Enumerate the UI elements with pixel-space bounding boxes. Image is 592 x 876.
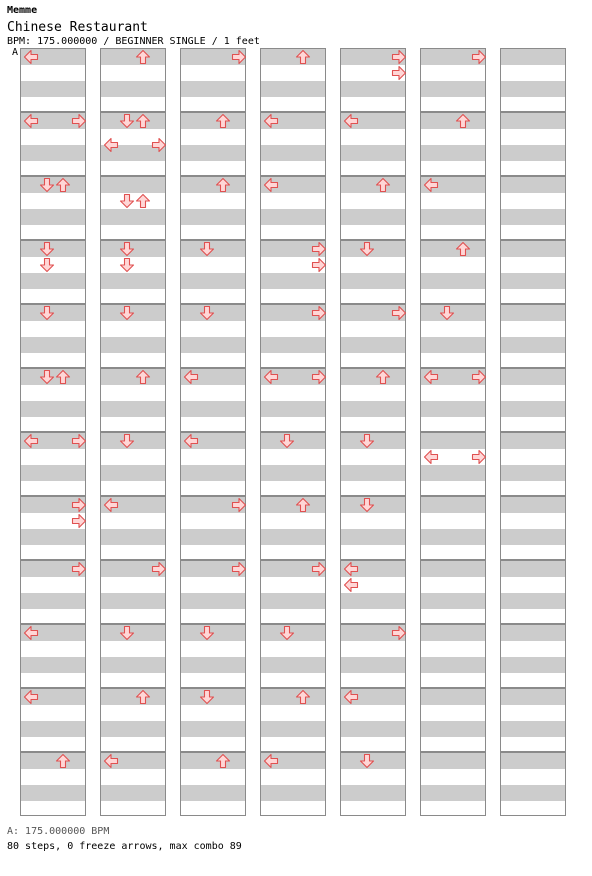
beat-stripe: [501, 433, 565, 449]
beat-stripe: [261, 497, 325, 513]
beat-stripe: [21, 81, 85, 97]
measure-block: [340, 368, 406, 432]
measure-block: [340, 432, 406, 496]
beat-stripe: [341, 369, 405, 385]
beat-stripe: [341, 177, 405, 193]
arrow-left-icon: [23, 49, 39, 65]
measure-block: [100, 112, 166, 176]
beat-stripe: [261, 721, 325, 737]
arrow-left-icon: [343, 577, 359, 593]
measure-block: [180, 304, 246, 368]
beat-stripe: [341, 81, 405, 97]
arrow-right-icon: [391, 65, 407, 81]
arrow-left-icon: [23, 433, 39, 449]
beat-stripe: [181, 177, 245, 193]
beat-stripe: [341, 337, 405, 353]
measure-block: [180, 368, 246, 432]
beat-stripe: [501, 689, 565, 705]
beat-stripe: [421, 497, 485, 513]
arrow-left-icon: [263, 113, 279, 129]
measure-block: [100, 48, 166, 112]
arrow-down-icon: [39, 369, 55, 385]
beat-stripe: [421, 529, 485, 545]
arrow-right-icon: [391, 305, 407, 321]
arrow-right-icon: [391, 625, 407, 641]
measure-block: [340, 560, 406, 624]
measure-block: [340, 496, 406, 560]
beat-stripe: [101, 81, 165, 97]
arrow-right-icon: [71, 497, 87, 513]
beat-stripe: [181, 81, 245, 97]
beat-stripe: [261, 657, 325, 673]
beat-stripe: [21, 465, 85, 481]
measure-block: [260, 432, 326, 496]
arrow-down-icon: [39, 177, 55, 193]
arrow-right-icon: [471, 369, 487, 385]
measure-block: [420, 624, 486, 688]
beat-stripe: [341, 721, 405, 737]
measure-block: [20, 48, 86, 112]
measure-block: [100, 240, 166, 304]
beat-stripe: [101, 49, 165, 65]
bpm-summary: A: 175.000000 BPM: [7, 826, 110, 837]
measure-block: [420, 432, 486, 496]
arrow-down-icon: [199, 305, 215, 321]
measure-block: [20, 176, 86, 240]
beat-stripe: [261, 529, 325, 545]
beat-stripe: [101, 209, 165, 225]
measure-block: [420, 368, 486, 432]
measure-block: [420, 688, 486, 752]
measure-block: [180, 688, 246, 752]
arrow-right-icon: [151, 137, 167, 153]
beat-stripe: [421, 785, 485, 801]
measure-block: [20, 368, 86, 432]
measure-block: [180, 112, 246, 176]
bpm-marker-label: A: [12, 47, 19, 58]
beat-stripe: [181, 401, 245, 417]
measure-block: [260, 48, 326, 112]
beat-stripe: [341, 529, 405, 545]
beat-stripe: [501, 81, 565, 97]
arrow-left-icon: [423, 369, 439, 385]
beat-stripe: [101, 369, 165, 385]
arrow-up-icon: [455, 241, 471, 257]
beat-stripe: [341, 465, 405, 481]
beat-stripe: [181, 145, 245, 161]
beat-stripe: [101, 593, 165, 609]
arrow-down-icon: [359, 241, 375, 257]
arrow-down-icon: [199, 241, 215, 257]
arrow-down-icon: [279, 433, 295, 449]
arrow-right-icon: [311, 241, 327, 257]
beat-stripe: [181, 721, 245, 737]
measure-block: [100, 752, 166, 816]
arrow-up-icon: [375, 369, 391, 385]
beat-stripe: [421, 689, 485, 705]
measure-block: [20, 560, 86, 624]
measure-block: [340, 624, 406, 688]
measure-block: [180, 560, 246, 624]
beat-stripe: [421, 657, 485, 673]
measure-block: [500, 432, 566, 496]
beat-stripe: [421, 465, 485, 481]
beat-stripe: [101, 657, 165, 673]
beat-stripe: [501, 49, 565, 65]
arrow-down-icon: [119, 193, 135, 209]
beat-stripe: [181, 529, 245, 545]
arrow-left-icon: [263, 753, 279, 769]
measure-block: [500, 624, 566, 688]
measure-block: [500, 240, 566, 304]
step-stats: 80 steps, 0 freeze arrows, max combo 89: [7, 841, 242, 852]
measure-block: [100, 368, 166, 432]
arrow-down-icon: [199, 689, 215, 705]
beat-stripe: [261, 401, 325, 417]
beat-stripe: [341, 785, 405, 801]
arrow-down-icon: [39, 241, 55, 257]
beat-stripe: [341, 209, 405, 225]
measure-block: [180, 240, 246, 304]
arrow-down-icon: [119, 241, 135, 257]
beat-stripe: [501, 497, 565, 513]
chart-info: BPM: 175.000000 / BEGINNER SINGLE / 1 feet: [7, 36, 260, 47]
beat-stripe: [101, 785, 165, 801]
arrow-up-icon: [295, 497, 311, 513]
beat-stripe: [421, 721, 485, 737]
beat-stripe: [101, 689, 165, 705]
arrow-up-icon: [135, 369, 151, 385]
arrow-up-icon: [455, 113, 471, 129]
beat-stripe: [21, 657, 85, 673]
beat-stripe: [421, 593, 485, 609]
arrow-left-icon: [343, 561, 359, 577]
beat-stripe: [421, 401, 485, 417]
measure-block: [100, 304, 166, 368]
arrow-right-icon: [311, 561, 327, 577]
measure-block: [260, 112, 326, 176]
beat-stripe: [261, 337, 325, 353]
arrow-up-icon: [135, 49, 151, 65]
beat-stripe: [21, 337, 85, 353]
beat-stripe: [181, 209, 245, 225]
arrow-right-icon: [71, 513, 87, 529]
beat-stripe: [421, 81, 485, 97]
beat-stripe: [101, 337, 165, 353]
measure-block: [100, 560, 166, 624]
measure-block: [100, 176, 166, 240]
beat-stripe: [261, 593, 325, 609]
arrow-right-icon: [391, 49, 407, 65]
arrow-right-icon: [151, 561, 167, 577]
measure-block: [500, 112, 566, 176]
measure-block: [20, 688, 86, 752]
measure-block: [180, 432, 246, 496]
beat-stripe: [341, 145, 405, 161]
measure-block: [20, 240, 86, 304]
arrow-right-icon: [231, 561, 247, 577]
song-title: Chinese Restaurant: [7, 20, 148, 35]
measure-block: [340, 752, 406, 816]
beat-stripe: [501, 625, 565, 641]
beat-stripe: [421, 753, 485, 769]
measure-block: [420, 304, 486, 368]
arrow-left-icon: [23, 625, 39, 641]
measure-block: [420, 752, 486, 816]
measure-block: [420, 240, 486, 304]
arrow-right-icon: [71, 433, 87, 449]
measure-block: [340, 240, 406, 304]
arrow-left-icon: [423, 449, 439, 465]
measure-block: [260, 368, 326, 432]
beat-stripe: [501, 177, 565, 193]
beat-stripe: [501, 209, 565, 225]
measure-block: [260, 496, 326, 560]
measure-block: [260, 624, 326, 688]
beat-stripe: [421, 209, 485, 225]
measure-block: [340, 304, 406, 368]
measure-block: [20, 112, 86, 176]
beat-stripe: [421, 241, 485, 257]
arrow-up-icon: [215, 753, 231, 769]
beat-stripe: [501, 241, 565, 257]
arrow-up-icon: [135, 689, 151, 705]
measure-block: [100, 496, 166, 560]
measure-block: [260, 688, 326, 752]
beat-stripe: [501, 785, 565, 801]
beat-stripe: [21, 529, 85, 545]
arrow-left-icon: [263, 177, 279, 193]
measure-block: [500, 176, 566, 240]
arrow-down-icon: [119, 625, 135, 641]
beat-stripe: [21, 753, 85, 769]
measure-block: [340, 48, 406, 112]
arrow-down-icon: [359, 497, 375, 513]
measure-block: [260, 240, 326, 304]
arrow-up-icon: [55, 177, 71, 193]
beat-stripe: [181, 593, 245, 609]
arrow-down-icon: [119, 113, 135, 129]
measure-block: [20, 496, 86, 560]
beat-stripe: [101, 401, 165, 417]
artist-name: Memme: [7, 5, 38, 16]
beat-stripe: [501, 273, 565, 289]
beat-stripe: [21, 593, 85, 609]
measure-block: [500, 560, 566, 624]
beat-stripe: [501, 305, 565, 321]
measure-block: [100, 624, 166, 688]
beat-stripe: [501, 465, 565, 481]
arrow-left-icon: [423, 177, 439, 193]
beat-stripe: [501, 145, 565, 161]
beat-stripe: [261, 689, 325, 705]
beat-stripe: [101, 721, 165, 737]
arrow-down-icon: [39, 305, 55, 321]
beat-stripe: [261, 273, 325, 289]
measure-block: [100, 432, 166, 496]
beat-stripe: [21, 785, 85, 801]
measure-block: [20, 752, 86, 816]
beat-stripe: [181, 113, 245, 129]
measure-block: [260, 560, 326, 624]
measure-block: [260, 304, 326, 368]
beat-stripe: [181, 273, 245, 289]
beat-stripe: [421, 433, 485, 449]
measure-block: [180, 752, 246, 816]
arrow-down-icon: [119, 305, 135, 321]
arrow-right-icon: [231, 497, 247, 513]
beat-stripe: [421, 273, 485, 289]
beat-stripe: [421, 561, 485, 577]
beat-stripe: [501, 113, 565, 129]
beat-stripe: [181, 753, 245, 769]
measure-block: [260, 176, 326, 240]
beat-stripe: [181, 657, 245, 673]
measure-block: [180, 496, 246, 560]
beat-stripe: [101, 465, 165, 481]
measure-block: [340, 176, 406, 240]
beat-stripe: [341, 273, 405, 289]
arrow-down-icon: [119, 257, 135, 273]
beat-stripe: [21, 401, 85, 417]
arrow-up-icon: [135, 113, 151, 129]
beat-stripe: [421, 337, 485, 353]
arrow-left-icon: [23, 113, 39, 129]
arrow-down-icon: [39, 257, 55, 273]
measure-block: [20, 432, 86, 496]
measure-block: [500, 48, 566, 112]
arrow-left-icon: [103, 137, 119, 153]
beat-stripe: [261, 81, 325, 97]
arrow-up-icon: [295, 689, 311, 705]
measure-block: [420, 48, 486, 112]
beat-stripe: [21, 145, 85, 161]
beat-stripe: [21, 721, 85, 737]
beat-stripe: [501, 657, 565, 673]
arrow-down-icon: [279, 625, 295, 641]
arrow-right-icon: [311, 257, 327, 273]
beat-stripe: [101, 273, 165, 289]
measure-block: [500, 368, 566, 432]
arrow-left-icon: [343, 113, 359, 129]
arrow-up-icon: [215, 177, 231, 193]
measure-block: [500, 752, 566, 816]
measure-block: [420, 176, 486, 240]
beat-stripe: [181, 337, 245, 353]
arrow-left-icon: [343, 689, 359, 705]
beat-stripe: [501, 593, 565, 609]
beat-stripe: [21, 209, 85, 225]
measure-block: [500, 688, 566, 752]
beat-stripe: [421, 113, 485, 129]
beat-stripe: [261, 145, 325, 161]
beat-stripe: [261, 465, 325, 481]
beat-stripe: [341, 401, 405, 417]
measure-block: [420, 560, 486, 624]
measure-block: [180, 48, 246, 112]
measure-block: [260, 752, 326, 816]
beat-stripe: [21, 273, 85, 289]
beat-stripe: [501, 369, 565, 385]
arrow-up-icon: [55, 753, 71, 769]
measure-block: [500, 304, 566, 368]
beat-stripe: [501, 529, 565, 545]
beat-stripe: [341, 657, 405, 673]
beat-stripe: [261, 49, 325, 65]
beat-stripe: [501, 561, 565, 577]
arrow-left-icon: [183, 433, 199, 449]
beat-stripe: [181, 465, 245, 481]
measure-block: [100, 688, 166, 752]
arrow-left-icon: [103, 497, 119, 513]
beat-stripe: [181, 785, 245, 801]
beat-stripe: [261, 209, 325, 225]
beat-stripe: [421, 625, 485, 641]
arrow-left-icon: [183, 369, 199, 385]
beat-stripe: [501, 721, 565, 737]
beat-stripe: [421, 145, 485, 161]
arrow-right-icon: [71, 561, 87, 577]
beat-stripe: [501, 753, 565, 769]
measure-block: [340, 112, 406, 176]
measure-block: [20, 624, 86, 688]
arrow-right-icon: [471, 449, 487, 465]
arrow-up-icon: [375, 177, 391, 193]
measure-block: [20, 304, 86, 368]
measure-block: [420, 112, 486, 176]
arrow-down-icon: [199, 625, 215, 641]
beat-stripe: [101, 529, 165, 545]
beat-stripe: [261, 785, 325, 801]
arrow-right-icon: [311, 305, 327, 321]
beat-stripe: [101, 177, 165, 193]
arrow-down-icon: [359, 433, 375, 449]
arrow-left-icon: [23, 689, 39, 705]
arrow-right-icon: [471, 49, 487, 65]
arrow-left-icon: [103, 753, 119, 769]
measure-block: [180, 624, 246, 688]
beat-stripe: [501, 401, 565, 417]
beat-stripe: [501, 337, 565, 353]
arrow-left-icon: [263, 369, 279, 385]
arrow-right-icon: [71, 113, 87, 129]
measure-block: [340, 688, 406, 752]
measure-block: [180, 176, 246, 240]
arrow-right-icon: [311, 369, 327, 385]
beat-stripe: [341, 593, 405, 609]
arrow-down-icon: [439, 305, 455, 321]
arrow-up-icon: [295, 49, 311, 65]
arrow-up-icon: [135, 193, 151, 209]
measure-block: [420, 496, 486, 560]
arrow-down-icon: [359, 753, 375, 769]
measure-block: [500, 496, 566, 560]
arrow-up-icon: [215, 113, 231, 129]
arrow-down-icon: [119, 433, 135, 449]
arrow-up-icon: [55, 369, 71, 385]
arrow-right-icon: [231, 49, 247, 65]
